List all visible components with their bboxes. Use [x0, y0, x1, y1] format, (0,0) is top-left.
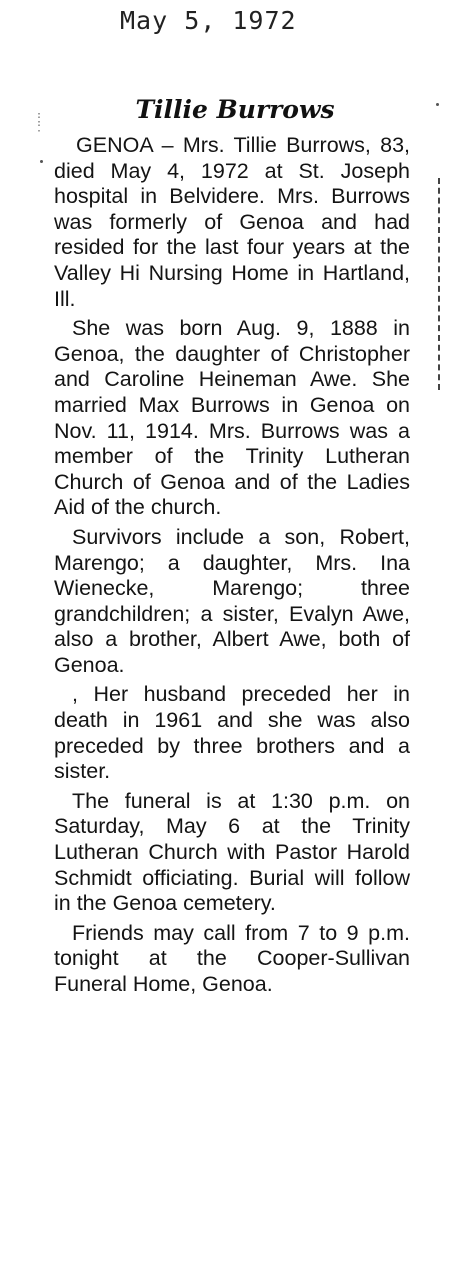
paragraph-visitation: Friends may call from 7 to 9 p.m. tonight at the Cooper-Sullivan Funeral Home, Genoa.: [54, 920, 410, 996]
paragraph-death-notice: GENOA – Mrs. Tillie Burrows, 83, died May 4, 1972 at St. Joseph hospital in Belvidere. Mrs. Burrows was formerly of Genoa and had resided for the last four years at the Valley Hi Nursing Home in Hartland, Ill.: [54, 133, 410, 311]
paragraph-preceded: , Her husband preceded her in death in 1961 and she was also preceded by three brothers and a sister.: [54, 682, 410, 784]
paragraph-funeral: The funeral is at 1:30 p.m. on Saturday, May 6 at the Trinity Lutheran Church with Pastor Harold Schmidt officiating. Burial will follow in the Genoa cemetery.: [54, 788, 410, 916]
column-rule: [438, 178, 442, 390]
print-speck: [40, 160, 43, 163]
print-speck: [436, 103, 439, 106]
obituary-headline: Tillie Burrows: [135, 95, 335, 124]
paragraph-survivors: Survivors include a son, Robert, Marengo; a daughter, Mrs. Ina Wienecke, Marengo; three grandchildren; a sister, Evalyn Awe, also a brother, Albert Awe, both of Genoa.: [54, 524, 410, 677]
margin-mark: : : ·: [36, 110, 43, 137]
date-heading: May 5, 1972: [120, 6, 297, 35]
paragraph-biography: She was born Aug. 9, 1888 in Genoa, the daughter of Christopher and Caroline Heineman Awe. She married Max Burrows in Genoa on Nov. 11, 1914. Mrs. Burrows was a member of the Trinity Lutheran Church of Genoa and of the Ladies Aid of the church.: [54, 316, 410, 520]
obituary-body: [54, 133, 410, 1002]
